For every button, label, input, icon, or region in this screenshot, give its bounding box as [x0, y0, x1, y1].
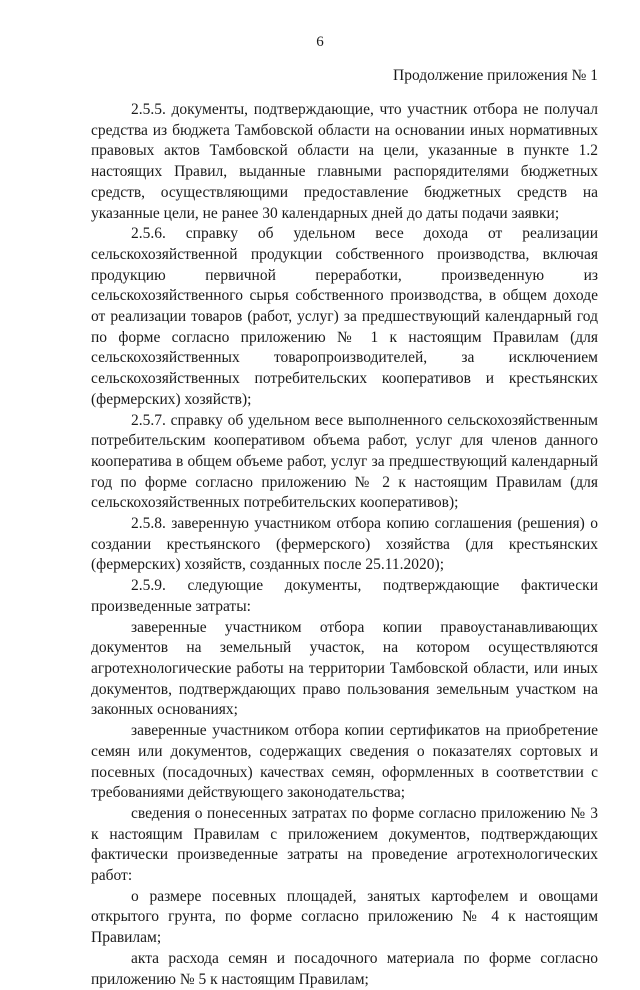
page-number: 6 [316, 34, 324, 50]
paragraph-sown-area: о размере посевных площадей, занятых картофелем и овощами открытого грунта, по форме согласно приложению № 4 к настоящим Правилам; [91, 887, 598, 947]
paragraph-land-documents: заверенные участником отбора копии правоустанавливающих документов на земельный участок, на котором осуществляются агротехнологические работы на территории Тамбовской области, или иных документов, подтверждающих право пользования земельным участком на законных основаниях; [91, 618, 598, 719]
appendix-continuation-note: Продолжение приложения № 1 [393, 67, 598, 84]
paragraph-2-5-5: 2.5.5. документы, подтверждающие, что участник отбора не получал средства из бюджета Тамбовской области на основании иных нормативных правовых актов Тамбовской области на цели, указанные в пункте 1.2 настоящих Правил, выданные главными распорядителями бюджетных средств, осуществляющими предоставление бюджетных средств на указанные цели, не ранее 30 календарных дней до даты подачи заявки; [91, 101, 598, 222]
paragraph-2-5-9: 2.5.9. следующие документы, подтверждающие фактически произведенные затраты: [91, 577, 598, 615]
paragraph-costs-information: сведения о понесенных затратах по форме согласно приложению № 3 к настоящим Правилам с приложением документов, подтверждающих фактически произведенные затраты на проведение агротехнологических работ: [91, 804, 598, 885]
paragraph-2-5-8: 2.5.8. заверенную участником отбора копию соглашения (решения) о создании крестьянского (фермерского) хозяйства (для крестьянских (фермерских) хозяйств, созданных после 25.11.2020); [91, 515, 598, 574]
paragraph-seed-consumption-act: акта расхода семян и посадочного материала по форме согласно приложению № 5 к настоящим Правилам; [91, 949, 598, 988]
document-body [91, 100, 598, 990]
paragraph-2-5-6: 2.5.6. справку об удельном весе дохода от реализации сельскохозяйственной продукции собственного производства, включая продукцию первичной переработки, произведенную из сельскохозяйственного сырья собственного производства, в общем доходе от реализации товаров (работ, услуг) за предшествующий календарный год по форме согласно приложению № 1 к настоящим Правилам (для сельскохозяйственных товаропроизводителей, за исключением сельскохозяйственных потребительских кооперативов и крестьянских (фермерских) хозяйств); [91, 225, 598, 408]
paragraph-2-5-7: 2.5.7. справку об удельном весе выполненного сельскохозяйственным потребительским кооперативом объема работ, услуг для членов данного кооператива в общем объеме работ, услуг за предшествующий календарный год по форме согласно приложению № 2 к настоящим Правилам (для сельскохозяйственных потребительских кооперативов); [91, 411, 598, 512]
paragraph-seed-certificates: заверенные участником отбора копии сертификатов на приобретение семян или документов, содержащих сведения о показателях сортовых и посевных (посадочных) качествах семян, оформленных в соответствии с требованиями действующего законодательства; [91, 722, 598, 802]
